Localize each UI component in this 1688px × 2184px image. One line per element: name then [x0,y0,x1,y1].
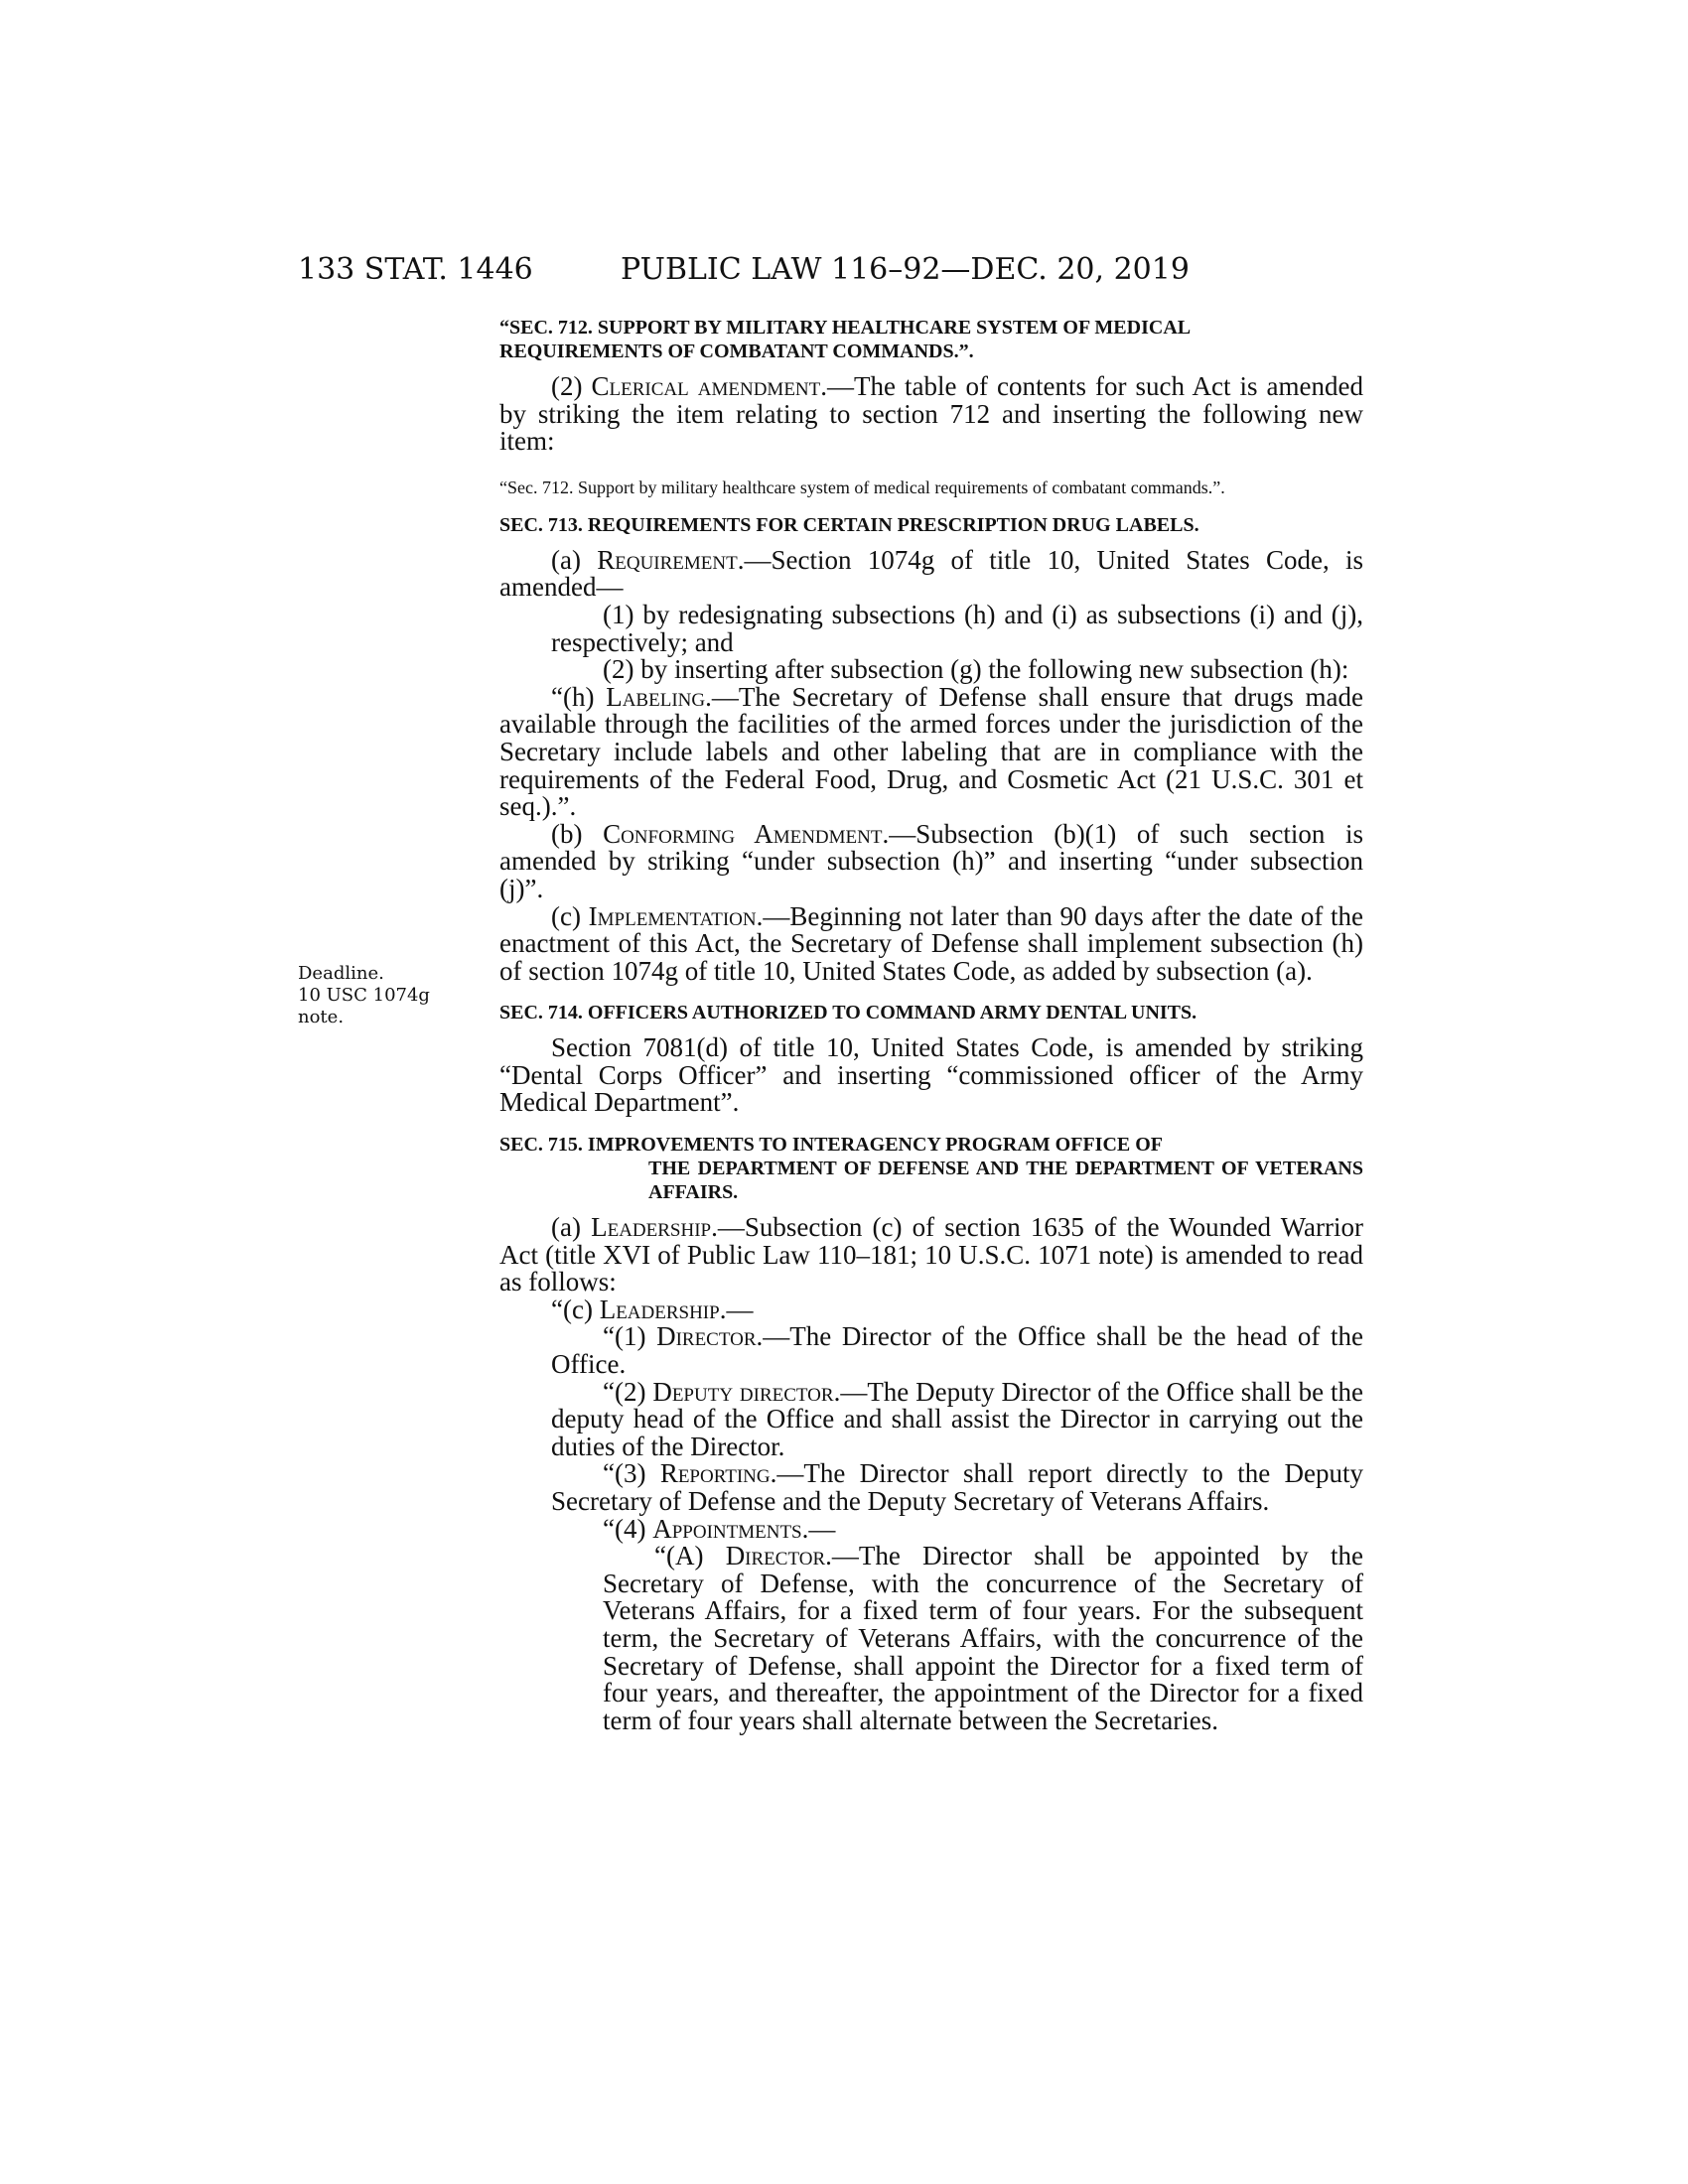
section-712-heading [499,316,1363,363]
subsection-label: Conforming Amendment [603,818,883,849]
subsection-label: Implementation [588,900,757,931]
heading-line: “SEC. 712. SUPPORT BY MILITARY HEALTHCARE SYSTEM OF MEDICAL [499,317,1192,339]
paragraph-label: Clerical amendment [591,371,821,401]
heading-line: THE DEPARTMENT OF DEFENSE AND THE DEPARTMENT OF VETERANS AFFAIRS. [648,1158,1363,1204]
section-713-heading [499,513,1363,537]
subsection-text: .—The Secretary of Defense shall ensure that drugs made available through the facilities of the armed forces under the jurisdiction of the Secretary include labels and other labeling that are in compliance with the requirements of the Federal Food, Drug, and Cosmetic Act (21 U.S.C. 301 et seq.).”. [499,681,1363,822]
subsection-number: (c) [551,900,581,931]
subparagraph-label: Director [725,1541,826,1571]
subsection-number: (b) [551,818,583,849]
section-714-text: Section 7081(d) of title 10, United States Code, is amended by striking “Dental Corps Officer” and inserting “commissioned officer of the Army Medical Department”. [499,1032,1363,1118]
paragraph-number: “(2) [603,1376,646,1407]
subsection-number: (a) [551,544,581,575]
table-of-contents-item: “Sec. 712. Support by military healthcare system of medical requirements of combatant commands.”. [499,477,1225,497]
margin-note [298,963,477,1028]
subsection-text: .—Beginning not later than 90 days after the date of the enactment of this Act, the Secretary of Defense shall implement subsection (h) of section 1074g of title 10, United States Code, as added by subsection (a). [499,900,1363,986]
subparagraph-a-director [499,1543,1363,1734]
subsection-a [499,1214,1363,1297]
subsection-text: .—Subsection (b)(1) of such section is amended by striking “under subsection (h)” and inserting “under subsection (j)”. [499,818,1363,903]
subsection-label: Requirement [597,544,738,575]
statute-page-reference: 133 STAT. 1446 [298,252,533,287]
heading-line: SEC. 714. OFFICERS AUTHORIZED TO COMMAND ARMY DENTAL UNITS. [499,1002,1197,1024]
heading-line: SEC. 715. IMPROVEMENTS TO INTERAGENCY PROGRAM OFFICE OF [499,1134,1164,1157]
page-header [298,248,1370,292]
subsection-a [499,544,1364,603]
subsection-number: “(c) [551,1294,593,1324]
paragraph-1-director [499,1323,1363,1378]
subsection-c-quoted [499,1294,1363,1324]
subsection-h-quoted [499,681,1363,822]
paragraph-number: “(1) [603,1321,646,1352]
heading-line: SEC. 713. REQUIREMENTS FOR CERTAIN PRESCRIPTION DRUG LABELS. [499,513,1199,536]
paragraph-4-appointments [499,1513,1363,1544]
clerical-amendment-paragraph [499,373,1363,456]
subsection-c [499,900,1363,986]
paragraph-number: (2) [551,371,583,401]
heading-line: REQUIREMENTS OF COMBATANT COMMANDS.”. [499,341,974,362]
paragraph-text: .—The Director of the Office shall be the head of the Office. [551,1321,1364,1380]
paragraph-number: “(3) [603,1458,646,1489]
public-law-title: PUBLIC LAW 116–92—DEC. 20, 2019 [621,252,1190,287]
paragraph-2: (2) by inserting after subsection (g) the following new subsection (h): [603,654,1349,685]
paragraph-text: .—The Deputy Director of the Office shall be the deputy head of the Office and shall assist the Director in carrying out the duties of the Director. [551,1376,1363,1461]
section-714-heading [499,1001,1363,1024]
paragraph-3-reporting [499,1460,1363,1515]
subsection-label: Leadership [599,1294,720,1324]
paragraph-1: (1) by redesignating subsections (h) and (i) as subsections (i) and (j), respectively; and [551,599,1363,657]
section-715-heading [499,1133,1363,1204]
subsection-label: Labeling [606,681,706,712]
paragraph-text: .—The table of contents for such Act is amended by striking the item relating to section 712 and inserting the following new item: [499,371,1363,457]
document-body [499,316,1363,1734]
paragraph-label: Deputy director [652,1376,834,1407]
subsection-text: .—Subsection (c) of section 1635 of the Wounded Warrior Act (title XVI of Public Law 110–181; 10 U.S.C. 1071 note) is amended to read as follows: [499,1212,1363,1297]
margin-note-line: note. [298,1007,345,1027]
paragraph-dash: .— [801,1513,836,1544]
paragraph-label: Director [656,1321,757,1352]
subsection-number: “(h) [551,681,595,712]
subsection-text: .—Section 1074g of title 10, United States Code, is amended— [499,544,1364,603]
margin-note-line: Deadline. [298,963,384,984]
subsection-b [499,818,1363,903]
paragraph-text: .—The Director shall report directly to the Deputy Secretary of Defense and the Deputy Secretary of Veterans Affairs. [551,1458,1364,1516]
margin-note-line: 10 USC 1074g [298,985,430,1006]
paragraph-label: Reporting [659,1458,771,1489]
subsection-dash: .— [719,1294,754,1324]
paragraph-2-deputy-director [499,1376,1363,1461]
paragraph-label: Appointments [652,1513,802,1544]
subparagraph-number: “(A) [654,1541,704,1571]
subsection-number: (a) [551,1212,581,1243]
paragraph-number: “(4) [603,1513,646,1544]
subsection-label: Leadership [591,1212,712,1243]
subparagraph-text: .—The Director shall be appointed by the Secretary of Defense, with the concurrence of the Secretary of Veterans Affairs, for a fixed term of four years. For the subsequent term, the Secretary of Veterans Affairs, with the concurrence of the Secretary of Defense, shall appoint the Director for a fixed term of four years, and thereafter, the appointment of the Director for a fixed term of four years shall alternate between the Secretaries. [603,1541,1363,1735]
